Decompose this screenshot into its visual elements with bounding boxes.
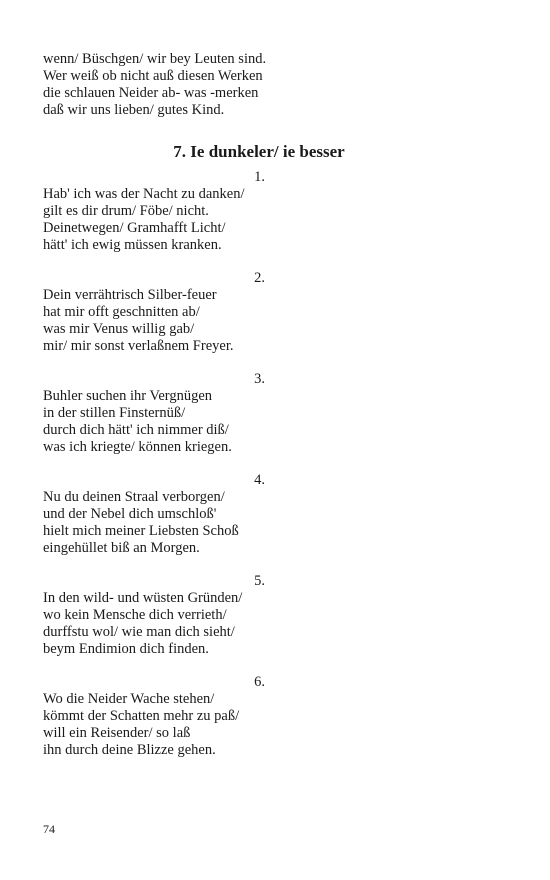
stanza-number: 4. (254, 472, 265, 488)
verse-line: eingehüllet biß an Morgen. (43, 540, 200, 556)
stanza-number: 6. (254, 674, 265, 690)
verse-line: durffstu wol/ wie man dich sieht/ (43, 624, 235, 640)
verse-line: Hab' ich was der Nacht zu danken/ (43, 186, 245, 202)
intro-line: die schlauen Neider ab- was -merken (43, 85, 259, 101)
verse-line: Dein verrähtrisch Silber-feuer (43, 287, 217, 303)
verse-line: hat mir offt geschnitten ab/ (43, 304, 200, 320)
stanza-number: 2. (254, 270, 265, 286)
verse-line: hielt mich meiner Liebsten Schoß (43, 523, 239, 539)
stanza-number: 1. (254, 169, 265, 185)
verse-line: Buhler suchen ihr Vergnügen (43, 388, 213, 404)
verse-line: in der stillen Finsternüß/ (43, 405, 186, 421)
intro-line: wenn/ Büschgen/ wir bey Leuten sind. (43, 51, 267, 67)
poem-title: 7. Ie dunkeler/ ie besser (173, 142, 345, 161)
verse-line: und der Nebel dich umschloß' (43, 506, 217, 522)
verse-line: ihn durch deine Blizze gehen. (43, 742, 216, 758)
stanza-number: 3. (254, 371, 265, 387)
intro-line: Wer weiß ob nicht auß diesen Werken (43, 68, 263, 84)
stanza-number: 5. (254, 573, 265, 589)
page-number: 74 (43, 822, 55, 836)
verse-line: kömmt der Schatten mehr zu paß/ (43, 708, 240, 724)
verse-line: Wo die Neider Wache stehen/ (43, 691, 215, 707)
verse-line: gilt es dir drum/ Föbe/ nicht. (43, 203, 209, 219)
verse-line: mir/ mir sonst verlaßnem Freyer. (43, 338, 234, 354)
verse-line: was mir Venus willig gab/ (43, 321, 195, 337)
verse-line: hätt' ich ewig müssen kranken. (43, 237, 222, 253)
verse-line: durch dich hätt' ich nimmer diß/ (43, 422, 229, 438)
verse-line: will ein Reisender/ so laß (43, 725, 191, 741)
verse-line: In den wild- und wüsten Gründen/ (43, 590, 243, 606)
verse-line: beym Endimion dich finden. (43, 641, 209, 657)
verse-line: Nu du deinen Straal verborgen/ (43, 489, 225, 505)
intro-line: daß wir uns lieben/ gutes Kind. (43, 102, 225, 118)
verse-line: was ich kriegte/ können kriegen. (43, 439, 232, 455)
verse-line: Deinetwegen/ Gramhafft Licht/ (43, 220, 226, 236)
verse-line: wo kein Mensche dich verrieth/ (43, 607, 227, 623)
